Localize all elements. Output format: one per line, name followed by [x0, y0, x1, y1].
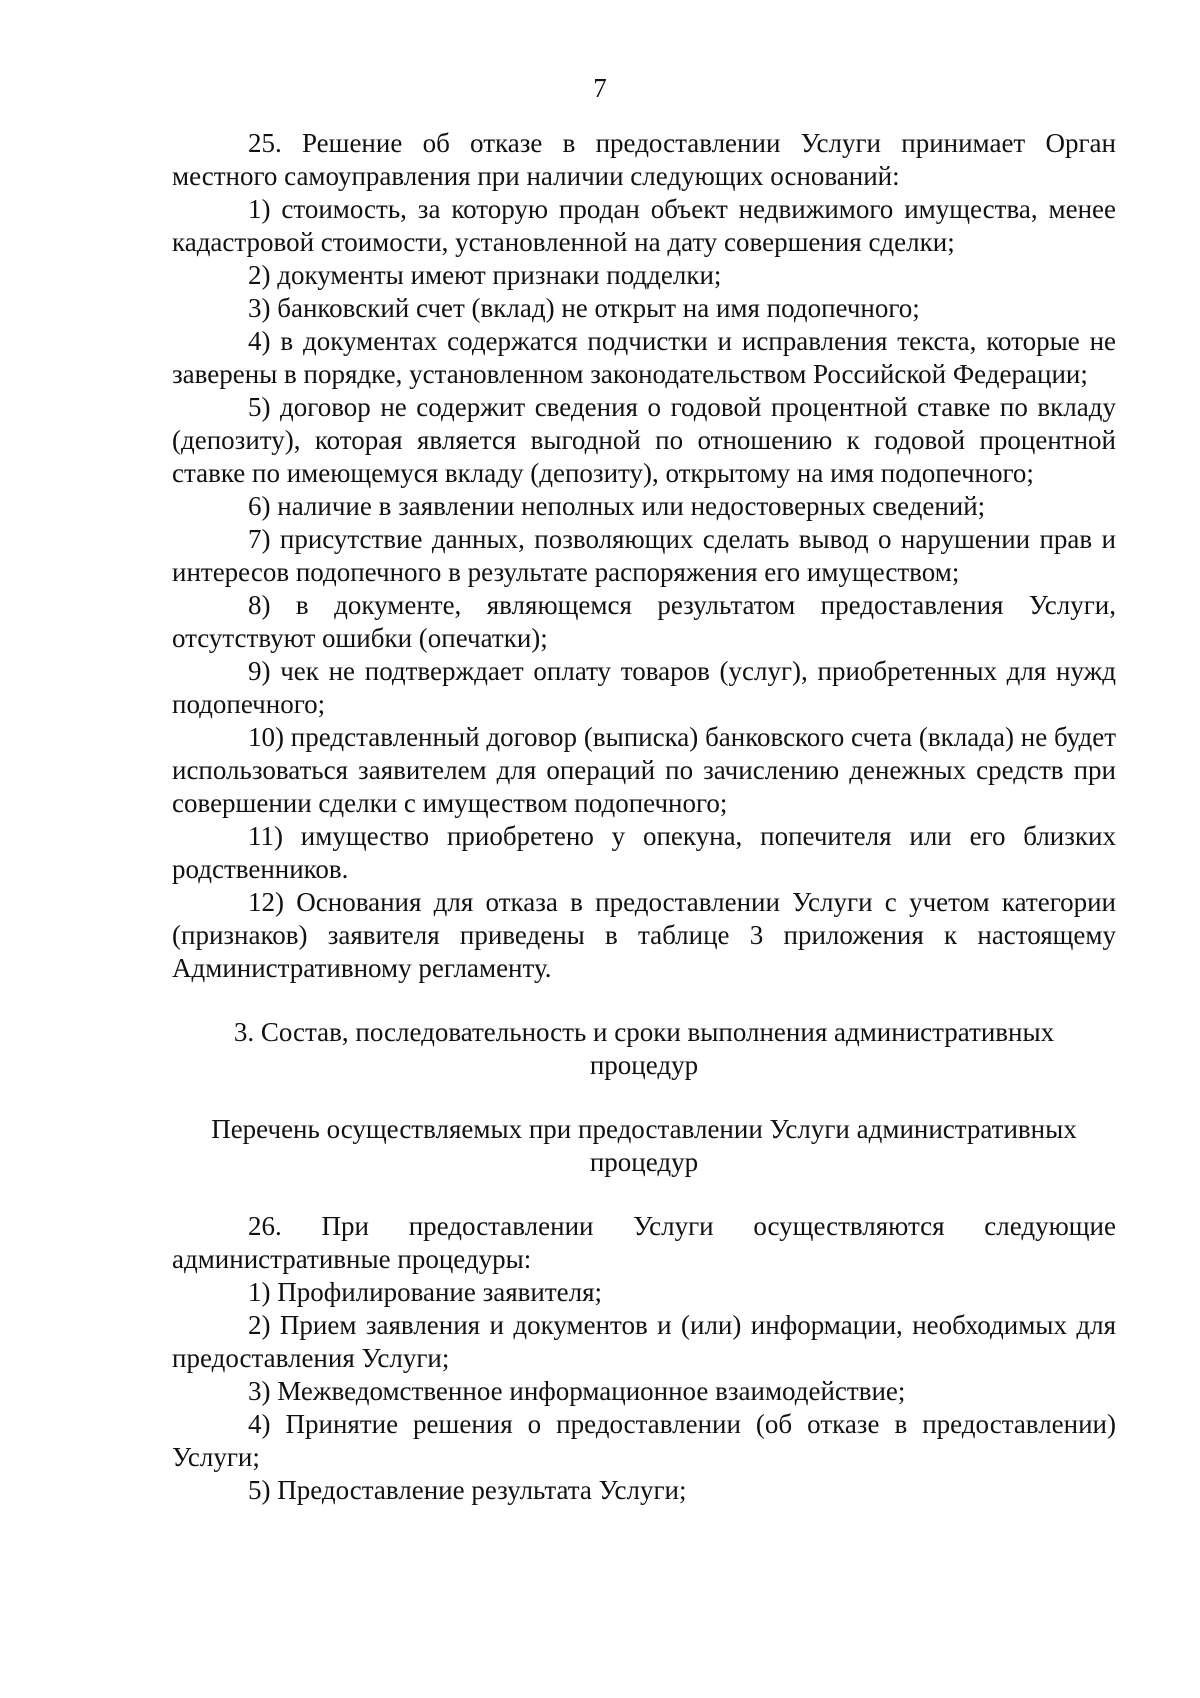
- section-26-item-5: 5) Предоставление результата Услуги;: [248, 1475, 687, 1505]
- section-25-intro: 25. Решение об отказе в предоставлении Услуги принимает Орган местного самоуправления при наличии следующих оснований:: [172, 128, 1116, 191]
- chapter-3-subtitle: Перечень осуществляемых при предоставлении Услуги административных процедур: [211, 1114, 1077, 1177]
- section-25-item-11: 11) имущество приобретено у опекуна, попечителя или его близких родственников.: [172, 821, 1116, 884]
- section-25-item-5: 5) договор не содержит сведения о годовой процентной ставке по вкладу (депозиту), которая является выгодной по отношению к годовой процентной ставке по имеющемуся вкладу (депозиту), открытому на имя подопечного;: [172, 392, 1116, 488]
- section-25-item-2: 2) документы имеют признаки подделки;: [248, 260, 722, 290]
- section-26-intro: 26. При предоставлении Услуги осуществляются следующие административные процедуры:: [172, 1211, 1116, 1274]
- section-25-item-12: 12) Основания для отказа в предоставлении Услуги с учетом категории (признаков) заявителя приведены в таблице 3 приложения к настоящему Административному регламенту.: [172, 887, 1116, 983]
- section-25-item-4: 4) в документах содержатся подчистки и исправления текста, которые не заверены в порядке, установленном законодательством Российской Федерации;: [172, 326, 1116, 389]
- document-body: [172, 127, 1116, 1507]
- section-25-item-1: 1) стоимость, за которую продан объект недвижимого имущества, менее кадастровой стоимости, установленной на дату совершения сделки;: [172, 194, 1116, 257]
- section-26-item-2: 2) Прием заявления и документов и (или) информации, необходимых для предоставления Услуги;: [172, 1310, 1116, 1373]
- section-25-item-3: 3) банковский счет (вклад) не открыт на имя подопечного;: [248, 293, 920, 323]
- section-26-item-3: 3) Межведомственное информационное взаимодействие;: [248, 1376, 906, 1406]
- section-26-item-4: 4) Принятие решения о предоставлении (об отказе в предоставлении) Услуги;: [172, 1409, 1116, 1472]
- section-25-item-9: 9) чек не подтверждает оплату товаров (услуг), приобретенных для нужд подопечного;: [172, 656, 1116, 719]
- section-25-item-7: 7) присутствие данных, позволяющих сделать вывод о нарушении прав и интересов подопечного в результате распоряжения его имуществом;: [172, 524, 1116, 587]
- section-26-item-1: 1) Профилирование заявителя;: [248, 1277, 603, 1307]
- page-number: 7: [593, 73, 607, 103]
- section-25-item-10: 10) представленный договор (выписка) банковского счета (вклада) не будет использоваться заявителем для операций по зачислению денежных средств при совершении сделки с имуществом подопечного;: [172, 722, 1116, 818]
- chapter-3-title: 3. Состав, последовательность и сроки выполнения административных процедур: [233, 1017, 1055, 1080]
- section-25-item-6: 6) наличие в заявлении неполных или недостоверных сведений;: [248, 491, 986, 521]
- section-25-item-8: 8) в документе, являющемся результатом предоставления Услуги, отсутствуют ошибки (опечатки);: [172, 590, 1116, 653]
